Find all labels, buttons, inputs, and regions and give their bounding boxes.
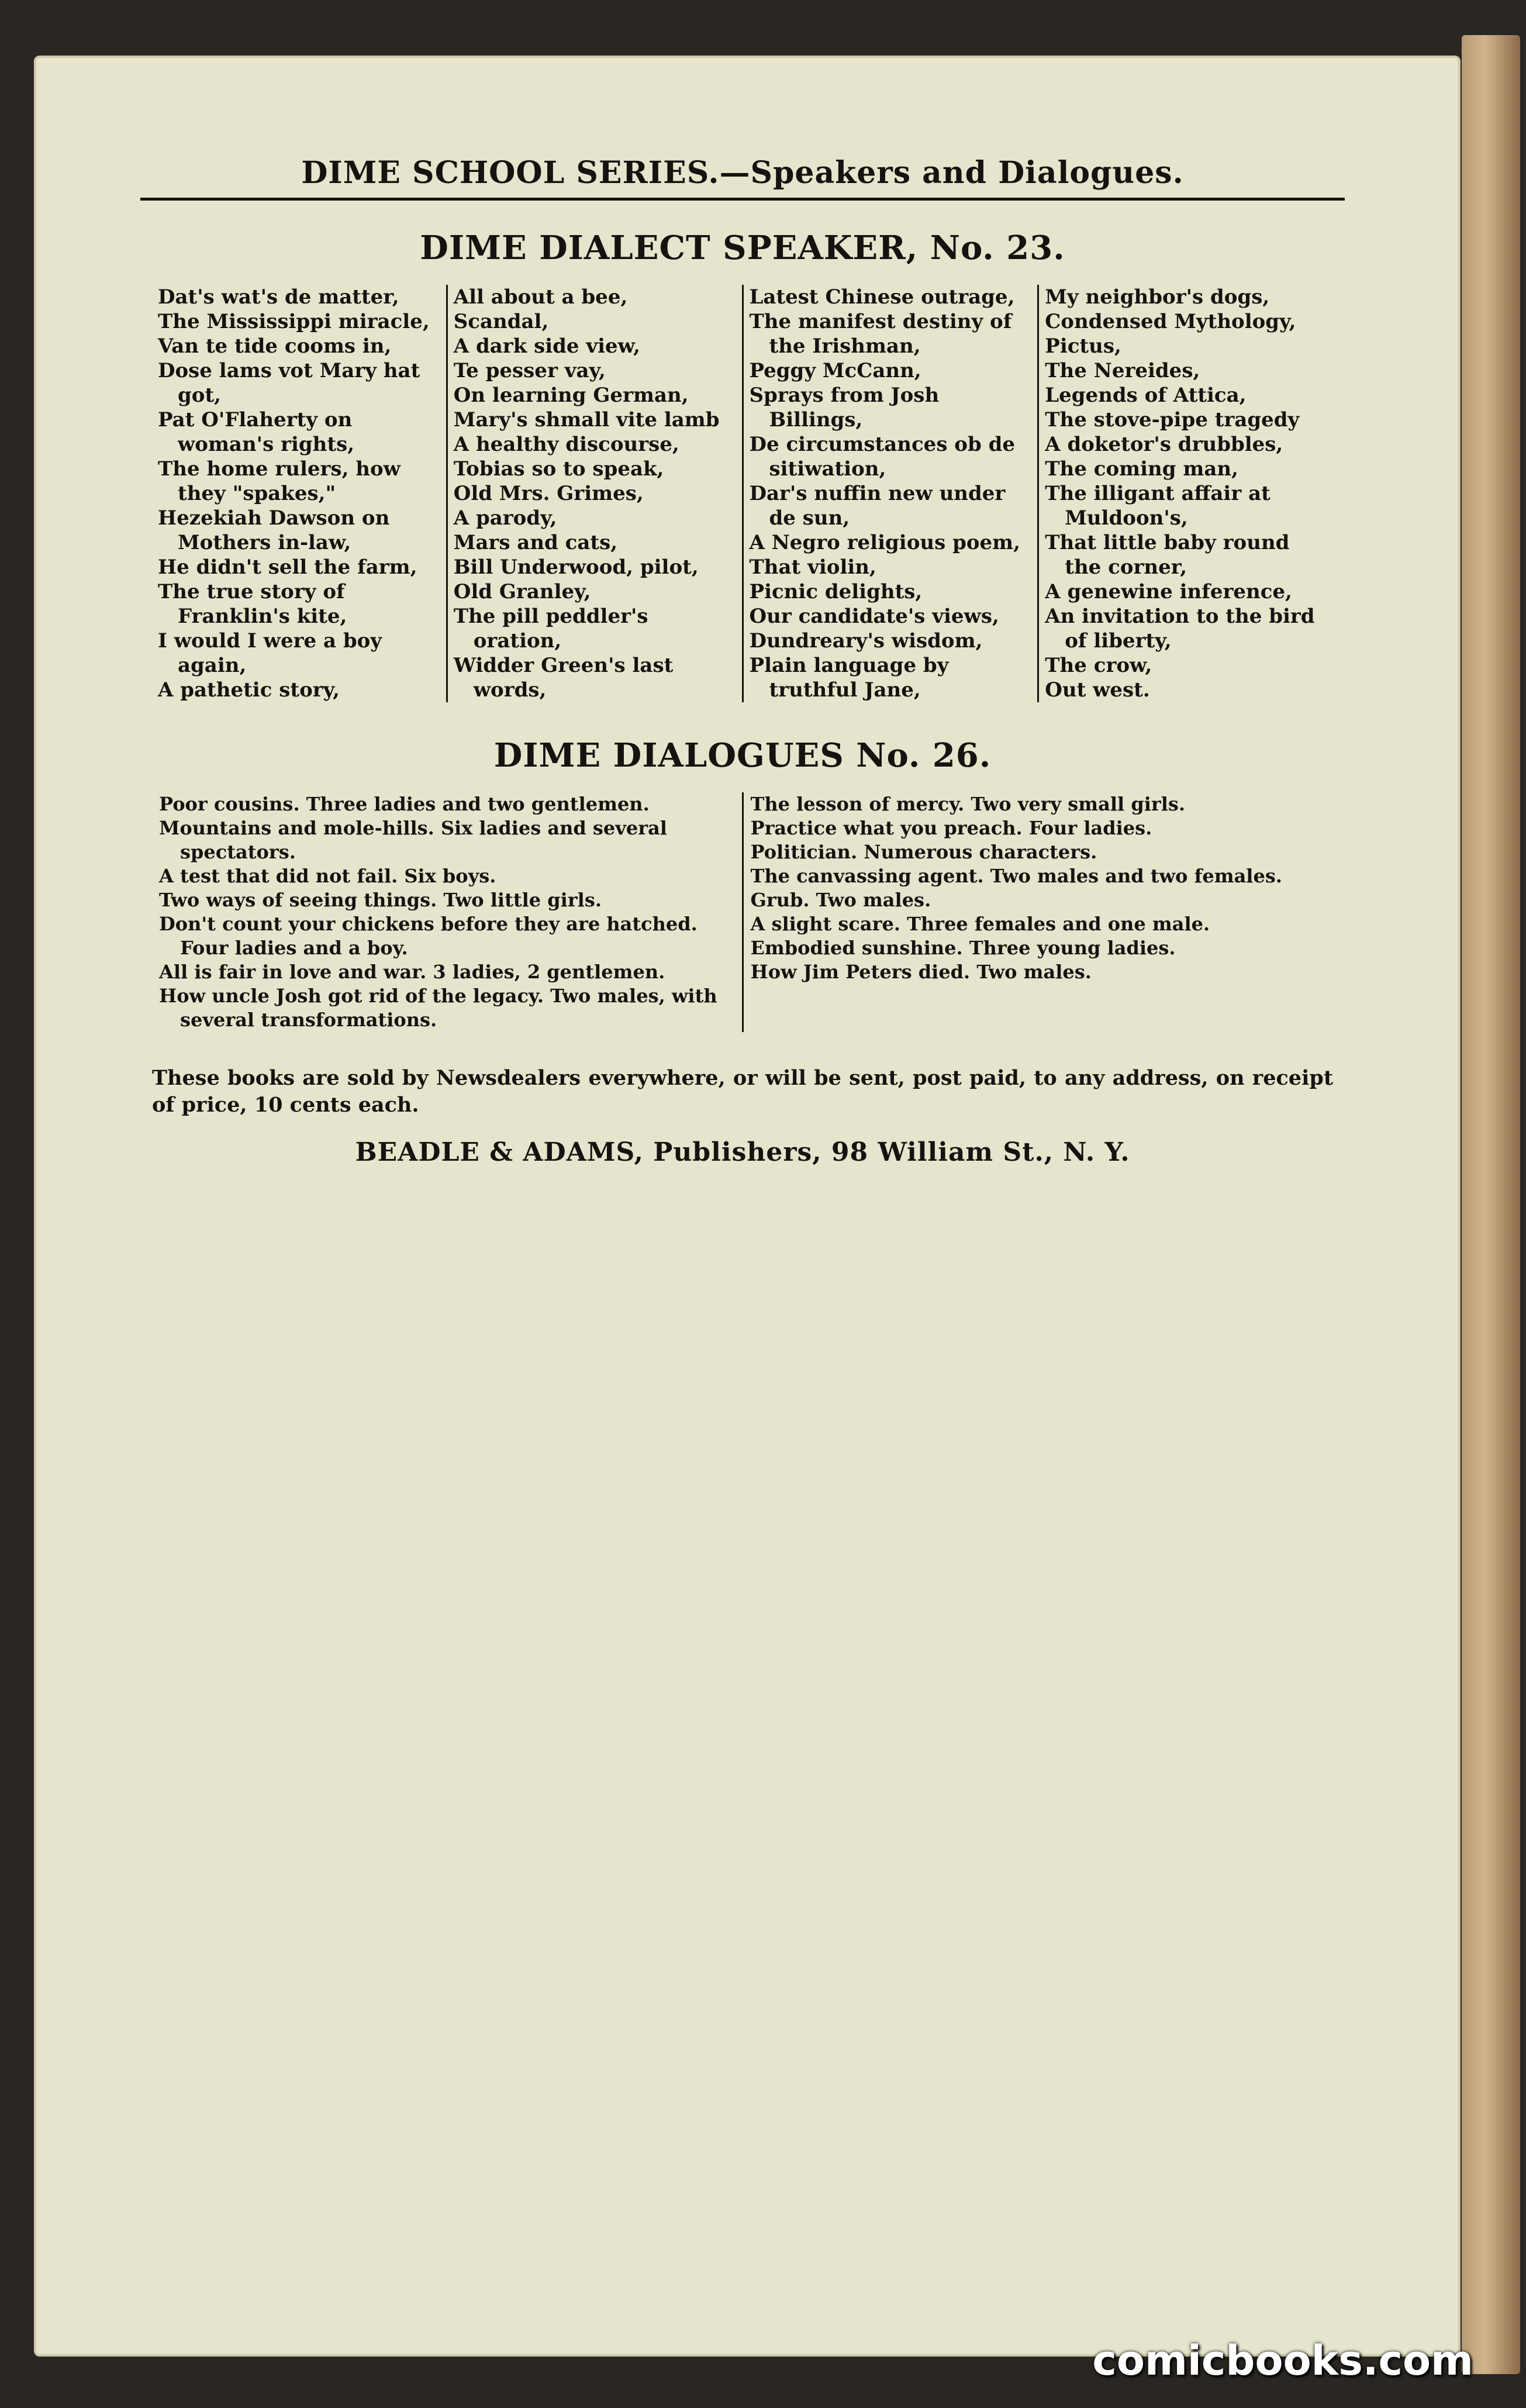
contents-entry: A genewine inference,: [1045, 580, 1292, 603]
contents-entry: The pill peddler's oration,: [453, 605, 648, 653]
contents-entry: How uncle Josh got rid of the legacy. Two males, with several transformations.: [159, 985, 717, 1031]
contents-entry: He didn't sell the farm,: [158, 556, 417, 579]
contents-entry: Pictus,: [1045, 334, 1121, 358]
contents-entry: A dark side view,: [453, 334, 641, 358]
dialogues-column: [742, 792, 1334, 1032]
contents-entry: Two ways of seeing things. Two little girls.: [159, 889, 602, 911]
header-rule: [140, 198, 1345, 201]
speaker-column: [446, 285, 742, 702]
contents-entry: Tobias so to speak,: [453, 457, 664, 481]
contents-entry: The true story of Franklin's kite,: [158, 580, 347, 628]
contents-entry: Dose lams vot Mary hat got,: [158, 359, 420, 407]
contents-entry: Don't count your chickens before they are hatched. Four ladies and a boy.: [159, 913, 698, 959]
dialogues-column: [152, 792, 742, 1032]
speaker-column: [742, 285, 1038, 702]
contents-entry: The Mississippi miracle,: [158, 310, 430, 333]
site-watermark: comicbooks.com: [1092, 2337, 1473, 2385]
contents-entry: A healthy discourse,: [453, 433, 679, 456]
contents-entry: Widder Green's last words,: [453, 654, 674, 702]
sales-notice: These books are sold by Newsdealers everywhere, or will be sent, post paid, to any address, on receipt of price, 10 cents each.: [152, 1066, 1333, 1117]
contents-entry: Pat O'Flaherty on woman's rights,: [158, 408, 355, 456]
contents-entry: On learning German,: [453, 384, 689, 407]
contents-entry: That violin,: [749, 556, 876, 579]
contents-entry: A parody,: [453, 506, 557, 530]
contents-entry: A doketor's drubbles,: [1045, 433, 1283, 456]
contents-entry: Dundreary's wisdom,: [749, 629, 983, 653]
contents-entry: All about a bee,: [453, 285, 628, 309]
contents-entry: Poor cousins. Three ladies and two gentlemen.: [159, 793, 650, 815]
contents-entry: Peggy McCann,: [749, 359, 921, 382]
contents-entry: A Negro religious poem,: [749, 531, 1020, 554]
speaker-column: [1037, 285, 1333, 702]
contents-entry: A pathetic story,: [158, 678, 340, 702]
contents-entry: The lesson of mercy. Two very small girls.: [750, 793, 1186, 815]
contents-entry: All is fair in love and war. 3 ladies, 2 gentlemen.: [159, 961, 665, 983]
speaker-column: [152, 285, 446, 702]
contents-entry: De circumstances ob de sitiwation,: [749, 433, 1015, 481]
series-title: DIME SCHOOL SERIES.—Speakers and Dialogues.: [301, 155, 1184, 191]
contents-entry: Te pesser vay,: [453, 359, 606, 382]
contents-entry: Plain language by truthful Jane,: [749, 654, 949, 702]
contents-entry: Practice what you preach. Four ladies.: [750, 817, 1152, 839]
contents-entry: The canvassing agent. Two males and two females.: [750, 865, 1282, 887]
contents-entry: Dat's wat's de matter,: [158, 285, 399, 309]
contents-entry: The Nereides,: [1045, 359, 1200, 382]
contents-entry: Van te tide cooms in,: [158, 334, 392, 358]
contents-entry: Sprays from Josh Billings,: [749, 384, 940, 432]
contents-entry: Mountains and mole-hills. Six ladies and several spectators.: [159, 817, 667, 863]
contents-entry: Politician. Numerous characters.: [750, 841, 1097, 863]
contents-entry: A test that did not fail. Six boys.: [159, 865, 496, 887]
speaker-title: DIME DIALECT SPEAKER, No. 23.: [420, 229, 1065, 267]
contents-entry: Embodied sunshine. Three young ladies.: [750, 937, 1176, 959]
page-content: [152, 117, 1333, 1167]
contents-entry: How Jim Peters died. Two males.: [750, 961, 1092, 983]
contents-entry: Mars and cats,: [453, 531, 618, 554]
dialogues-title: DIME DIALOGUES No. 26.: [493, 736, 992, 775]
contents-entry: That little baby round the corner,: [1045, 531, 1290, 579]
contents-entry: A slight scare. Three females and one male.: [750, 913, 1210, 935]
publisher-imprint: BEADLE & ADAMS, Publishers, 98 William St., N. Y.: [355, 1137, 1130, 1167]
contents-entry: Bill Underwood, pilot,: [453, 556, 699, 579]
book-spine-edge: [1462, 35, 1520, 2374]
contents-entry: Scandal,: [453, 310, 549, 333]
contents-entry: Old Mrs. Grimes,: [453, 482, 644, 505]
contents-entry: I would I were a boy again,: [158, 629, 382, 677]
contents-entry: Out west.: [1045, 678, 1150, 702]
contents-entry: Grub. Two males.: [750, 889, 931, 911]
contents-entry: My neighbor's dogs,: [1045, 285, 1270, 309]
contents-entry: Picnic delights,: [749, 580, 923, 603]
speaker-contents: [152, 285, 1333, 702]
contents-entry: The crow,: [1045, 654, 1152, 677]
contents-entry: The coming man,: [1045, 457, 1238, 481]
contents-entry: Our candidate's views,: [749, 605, 999, 628]
dialogues-contents: [152, 792, 1333, 1032]
contents-entry: Latest Chinese outrage,: [749, 285, 1015, 309]
contents-entry: The manifest destiny of the Irishman,: [749, 310, 1012, 358]
contents-entry: Legends of Attica,: [1045, 384, 1247, 407]
contents-entry: The stove-pipe tragedy: [1045, 408, 1300, 432]
contents-entry: Condensed Mythology,: [1045, 310, 1296, 333]
contents-entry: Dar's nuffin new under de sun,: [749, 482, 1006, 530]
contents-entry: An invitation to the bird of liberty,: [1045, 605, 1315, 653]
contents-entry: The home rulers, how they "spakes,": [158, 457, 401, 505]
contents-entry: Mary's shmall vite lamb: [453, 408, 720, 432]
contents-entry: Hezekiah Dawson on Mothers in-law,: [158, 506, 390, 554]
contents-entry: The illigant affair at Muldoon's,: [1045, 482, 1270, 530]
contents-entry: Old Granley,: [453, 580, 591, 603]
